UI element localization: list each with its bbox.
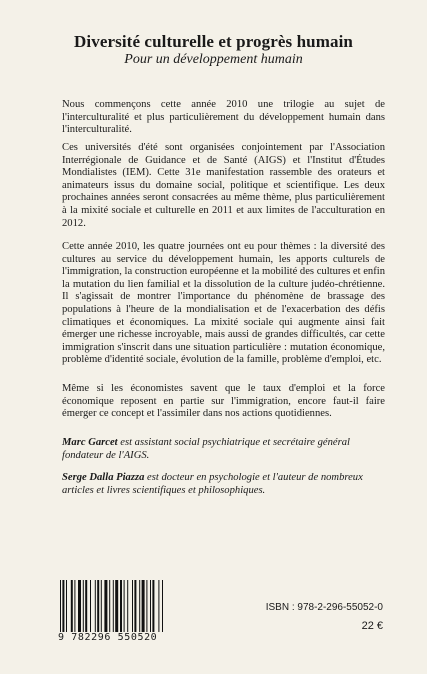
author-name: Serge Dalla Piazza bbox=[62, 472, 145, 483]
barcode-bar bbox=[142, 580, 145, 632]
barcode-bar bbox=[158, 580, 159, 632]
barcode-bar bbox=[101, 580, 102, 632]
barcode-bar bbox=[139, 580, 140, 632]
author-bio-1 bbox=[62, 437, 385, 462]
isbn-label: ISBN : 978-2-296-55052-0 bbox=[265, 602, 383, 613]
book-title: Diversité culturelle et progrès humain bbox=[74, 32, 353, 51]
barcode-bar bbox=[90, 580, 91, 632]
barcode-bar bbox=[120, 580, 122, 632]
barcode-bar bbox=[78, 580, 81, 632]
barcode-bar bbox=[115, 580, 118, 632]
paragraph-themes: Cette année 2010, les quatre journées ont eu pour thèmes : la diversité des cultures au service du développement humain, les apports culturels de l'immigration, la construction européenne et la mobilité des cultures et enfin la mutation du lien familial et la dissolution de la culture judéo-chrétienne. Il s'agissait de montrer l'importance du phénomène de brassage des populations à l'heure de la mondialisation et de l'exacerbation des défis climatiques et économiques. La mixité sociale qui augmente ainsi fait émerger une richesse incroyable, mais aussi de grandes difficultés, car cette immigration s'inscrit dans une situation particulière : mutation économique, problème d'identité sociale, évolution de la famille, problème d'emploi, etc. bbox=[62, 241, 385, 366]
barcode-bar bbox=[71, 580, 73, 632]
author-bio-2 bbox=[62, 472, 385, 497]
barcode-bar bbox=[146, 580, 147, 632]
barcode-bar bbox=[124, 580, 125, 632]
barcode-bar bbox=[132, 580, 133, 632]
price-label: 22 € bbox=[361, 620, 383, 632]
barcode-bar bbox=[150, 580, 151, 632]
paragraph-conclusion: Même si les économistes savent que le taux d'emploi et la force économique reposent en partie sur l'immigration, encore faut-il faire émerger ce concept et l'assimiler dans nos actions quotidiennes. bbox=[62, 383, 385, 420]
barcode-bar bbox=[74, 580, 75, 632]
barcode bbox=[58, 580, 214, 632]
author-description: est assistant social psychiatrique et secrétaire général fondateur de l'AIGS. bbox=[62, 437, 350, 461]
barcode-bar bbox=[66, 580, 67, 632]
barcode-bar bbox=[60, 580, 61, 632]
barcode-bar bbox=[127, 580, 128, 632]
barcode-bar bbox=[62, 580, 64, 632]
barcode-bar bbox=[95, 580, 96, 632]
barcode-bar bbox=[83, 580, 84, 632]
barcode-bar bbox=[85, 580, 87, 632]
barcode-bar bbox=[162, 580, 163, 632]
author-description: est docteur en psychologie et l'auteur de nombreux articles et livres scientifiques et philosophiques. bbox=[62, 472, 363, 496]
author-name: Marc Garcet bbox=[62, 437, 118, 448]
barcode-bar bbox=[152, 580, 154, 632]
paragraph-organizers: Ces universités d'été sont organisées conjointement par l'Association Interrégionale de Guidance et de Santé (AIGS) et l'Institut d'Études Mondialistes (IEM). Cette 31e manifestation rassemble des orateurs et animateurs issus du domaine social, politique et scientifique. Les deux prochaines années seront consacrées au même thème, plus particulièrement à la mixité sociale et culturelle en 2011 et aux limites de l'acculturation en 2012. bbox=[62, 142, 385, 229]
barcode-bar bbox=[104, 580, 107, 632]
barcode-bar bbox=[113, 580, 114, 632]
barcode-digits: 9 782296 550520 bbox=[58, 632, 158, 643]
paragraph-intro: Nous commençons cette année 2010 une trilogie au sujet de l'interculturalité et plus particulièrement du développement humain dans l'interculturalité. bbox=[62, 99, 385, 136]
barcode-bar bbox=[97, 580, 99, 632]
book-subtitle: Pour un développement humain bbox=[124, 52, 303, 67]
barcode-bar bbox=[109, 580, 110, 632]
barcode-bar bbox=[134, 580, 136, 632]
